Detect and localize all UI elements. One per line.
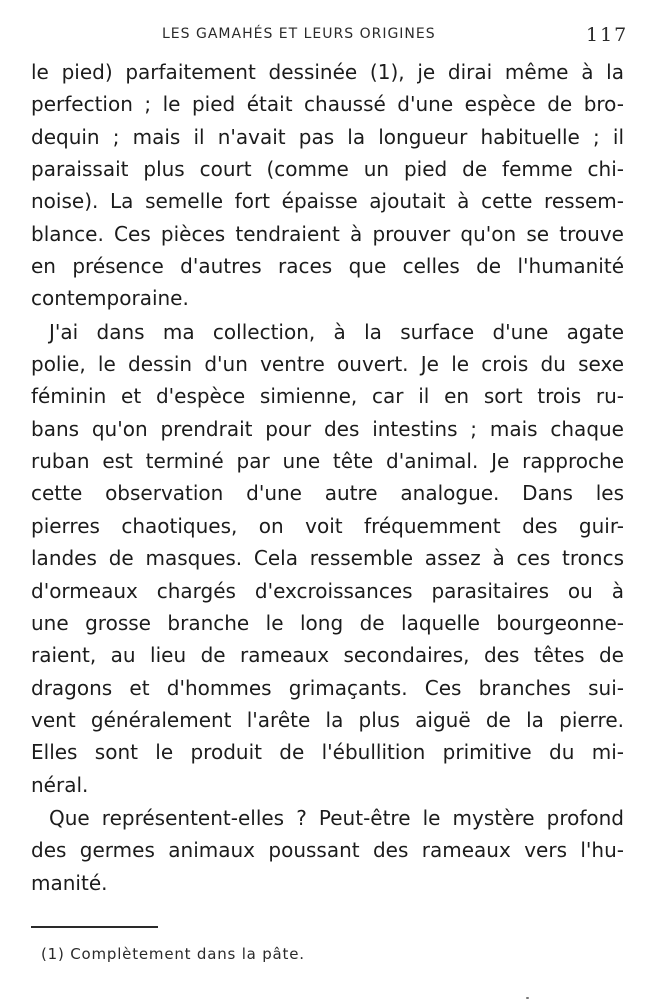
text-line: blance. Ces pièces tendraient à prouver qu'on se trouve [31,221,624,246]
print-speck [526,997,529,999]
text-line: d'ormeaux chargés d'excroissances parasitaires ou à [31,578,624,603]
text-line: Que représentent-elles ? Peut-être le mystère profond [49,805,624,830]
text-line: manité. [31,870,108,895]
running-title: LES GAMAHÉS ET LEURS ORIGINES [162,26,436,42]
text-line: féminin et d'espèce simienne, car il en sort trois ru- [31,384,624,409]
paragraph-3 [31,802,624,899]
text-line: Elles sont le produit de l'ébullition primitive du mi- [31,740,624,765]
text-line: dequin ; mais il n'avait pas la longueur habituelle ; il [31,124,624,149]
footnote: (1) Complètement dans la pâte. [41,945,305,963]
text-line: le pied) parfaitement dessinée (1), je dirai même à la [31,60,624,84]
text-line: noise). La semelle fort épaisse ajoutait à cette ressem- [31,189,624,214]
text-line: néral. [31,772,89,797]
text-line: des germes animaux poussant des rameaux vers l'hu- [31,838,624,863]
text-line: bans qu'on prendrait pour des intestins ; mais chaque [31,416,624,441]
text-line: dragons et d'hommes grimaçants. Ces branches sui- [31,675,624,700]
text-line: vent généralement l'arête la plus aiguë de la pierre. [31,707,624,732]
text-line: perfection ; le pied était chaussé d'une espèce de bro- [31,92,624,117]
running-head [0,26,645,50]
text-line: raient, au lieu de rameaux secondaires, des têtes de [31,643,624,668]
paragraph-1 [31,56,624,315]
text-line: contemporaine. [31,286,189,311]
text-line: une grosse branche le long de laquelle bourgeonne- [31,610,624,635]
text-line: cette observation d'une autre analogue. Dans les [31,481,624,506]
text-line: paraissait plus court (comme un pied de femme chi- [31,157,624,182]
body-text [31,56,624,899]
text-line: pierres chaotiques, on voit fréquemment des guir- [31,513,624,538]
text-line: J'ai dans ma collection, à la surface d'une agate [49,319,624,344]
text-line: en présence d'autres races que celles de l'humanité [31,254,624,279]
paragraph-2 [31,316,624,801]
footnote-divider [31,926,158,928]
text-line: landes de masques. Cela ressemble assez à ces troncs [31,546,624,571]
page-number: 117 [586,24,629,46]
text-line: ruban est terminé par une tête d'animal. Je rapproche [31,449,624,474]
text-line: polie, le dessin d'un ventre ouvert. Je le crois du sexe [31,352,624,377]
